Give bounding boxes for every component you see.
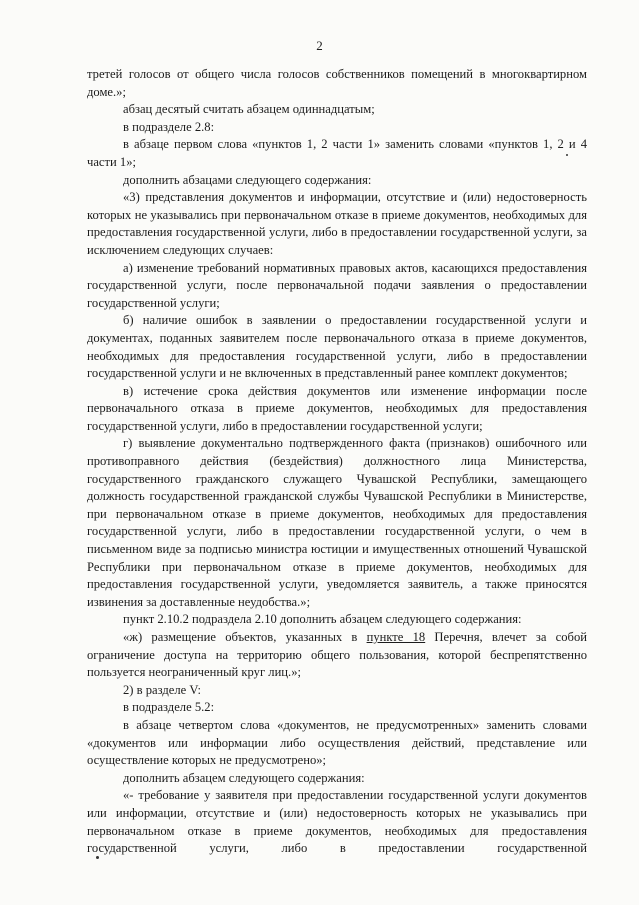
scan-speck: [96, 856, 99, 859]
paragraph-add-intro: дополнить абзацами следующего содержания:: [123, 172, 372, 187]
paragraph-section-v: 2) в разделе V:: [123, 682, 202, 697]
scan-speck: [566, 154, 568, 156]
paragraph-continuation: третей голосов от общего числа голосов собственников помещений в многоквартирном доме.»;: [87, 67, 587, 99]
paragraph-subsection-5-2: в подразделе 5.2:: [123, 700, 215, 715]
paragraph-item-3: «3) представления документов и информации, отсутствие и (или) недостоверность которых не указывались при первоначальном отказе в приеме документов, необходимых для предоставления государственной услуги, либо в предоставлении государственной услуги, за исключением следующих случаев:: [87, 190, 587, 257]
paragraph-point-2-10-2: пункт 2.10.2 подраздела 2.10 дополнить абзацем следующего содержания:: [123, 612, 522, 627]
paragraph-item-b: б) наличие ошибок в заявлении о предоставлении государственной услуги и документах, поданных заявителем после первоначального отказа в приеме документов, необходимых для предоставления государственной услуги, либо в предоставлении государственной услуги и не включенных в представленный ранее комплект документов;: [87, 313, 587, 381]
paragraph-item-a: а) изменение требований нормативных правовых актов, касающихся предоставления государственной услуги, после первоначальной подачи заявления о предоставлении государственной услуги;: [87, 260, 587, 310]
paragraph-requirement: «- требование у заявителя при предоставлении государственной услуги документов или информации, отсутствие и (или) недостоверность которых не указывались при первоначальном отказе в приеме документов, необходимых для предоставления государственной услуги, либо в предоставлении государственной: [87, 788, 587, 856]
paragraph-renumber: абзац десятый считать абзацем одиннадцатым;: [123, 102, 375, 117]
paragraph-subsection-2-8: в подразделе 2.8:: [123, 119, 215, 134]
paragraph-add-abzac: дополнить абзацем следующего содержания:: [123, 770, 365, 785]
paragraph-item-v: в) истечение срока действия документов или изменение информации после первоначального отказа в приеме документов, необходимых для предоставления государственной услуги, либо в предоставлении государственной услуги;: [87, 383, 587, 433]
paragraph-item-zh: [87, 629, 587, 682]
paragraph-item-zh-end: Перечня, влечет за собой ограничение доступа на территорию общего пользования, которой беспрепятственно пользуется неограниченный круг лиц.»;: [87, 630, 587, 680]
link-punkt-18[interactable]: пункте 18: [366, 630, 426, 644]
paragraph-fourth-abzac: в абзаце четвертом слова «документов, не предусмотренных» заменить словами «документов или информации либо осуществления действий, представление или осуществление которых не предусмотрено»;: [87, 717, 587, 768]
paragraph-item-g: г) выявление документально подтвержденного факта (признаков) ошибочного или противоправного действия (бездействия) должностного лица Министерства, государственного гражданского служащего Чувашской Республики, замещающего должность государственной гражданской службы Чувашской Республики в Министерстве, при первоначальном отказе в приеме документов, необходимых для предоставления государственной услуги, либо в предоставлении государственной услуги, о чем в письменном виде за подписью министра юстиции и имущественных отношений Чувашской Республики при первоначальном отказе в приеме документов, необходимых для предоставления государственной услуги, уведомляется заявитель, а также приносятся извинения за доставленные неудобства.»;: [87, 436, 587, 609]
paragraph-replace-words: в абзаце первом слова «пунктов 1, 2 части 1» заменить словами «пунктов 1, 2 и 4 части 1»;: [87, 137, 587, 169]
document-body: [87, 66, 587, 858]
page-number: 2: [316, 38, 323, 53]
paragraph-item-zh-start: «ж) размещение объектов, указанных в: [123, 630, 367, 644]
